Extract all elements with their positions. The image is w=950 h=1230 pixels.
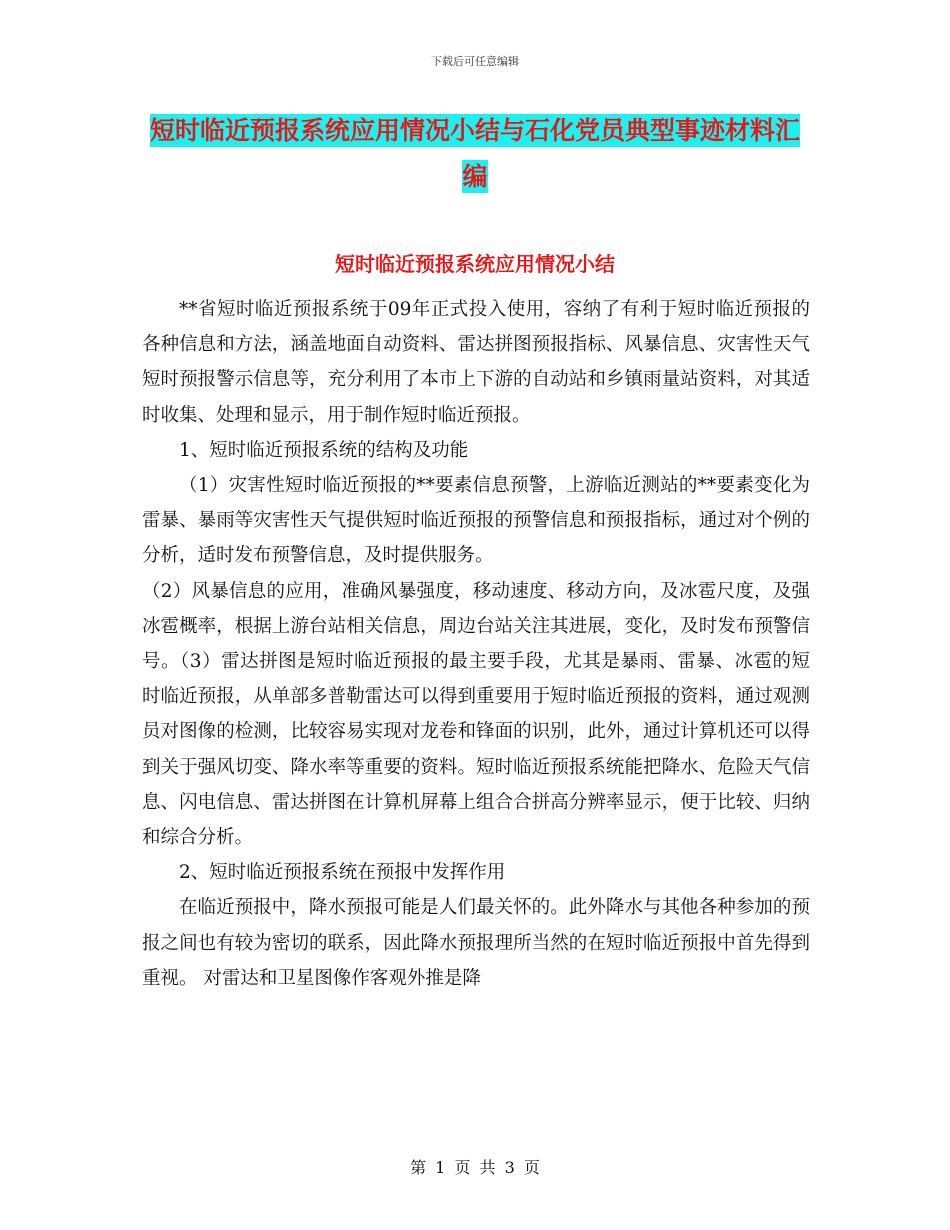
page-footer: 第 1 页 共 3 页: [410, 1158, 540, 1177]
document-title: [140, 108, 810, 200]
heading-structure-function: 1、短时临近预报系统的结构及功能: [179, 439, 469, 461]
paragraph-precipitation: 在临近预报中，降水预报可能是人们最关怀的。此外降水与其他各种参加的预报之间也有较为密切的联系，因此降水预报理所当然的在短时临近预报中首先得到重视。 对雷达和卫星图像作客观外推是降: [142, 897, 810, 989]
heading-forecast-role: 2、短时临近预报系统在预报中发挥作用: [179, 862, 506, 884]
section-title: 短时临近预报系统应用情况小结: [335, 252, 615, 276]
document-title-text: 短时临近预报系统应用情况小结与石化党员典型事迹材料汇编: [149, 116, 800, 191]
paragraph-item-2-3: （2）风暴信息的应用，准确风暴强度，移动速度、移动方向，及冰雹尺度，及强冰雹概率，根据上游台站相关信息，周边台站关注其进展，变化，及时发布预警信号。（3）雷达拼图是短时临近预报的最主要手段，尤其是暴雨、雷暴、冰雹的短时临近预报，从单部多普勒雷达可以得到重要用于短时临近预报的资料，通过观测员对图像的检测，比较容易实现对龙卷和锋面的识别，此外，通过计算机还可以得到关于强风切变、降水率等重要的资料。短时临近预报系统能把降水、危险天气信息、闪电信息、雷达拼图在计算机屏幕上组合合拼高分辨率显示，便于比较、归纳和综合分析。: [142, 580, 810, 849]
paragraph-item-1: （1）灾害性短时临近预报的**要素信息预警，上游临近测站的**要素变化为雷暴、暴雨等灾害性天气提供短时临近预报的预警信息和预报指标，通过对个例的分析，适时发布预警信息，及时提供服务。: [142, 475, 810, 567]
paragraph-intro: **省短时临近预报系统于09年正式投入使用，容纳了有利于短时临近预报的各种信息和方法，涵盖地面自动资料、雷达拼图预报指标、风暴信息、灾害性天气短时预报警示信息等，充分利用了本市上下游的自动站和乡镇雨量站资料，对其适时收集、处理和显示，用于制作短时临近预报。: [142, 299, 810, 426]
document-body: [142, 292, 810, 996]
header-note: 下载后可任意编辑: [431, 55, 519, 68]
